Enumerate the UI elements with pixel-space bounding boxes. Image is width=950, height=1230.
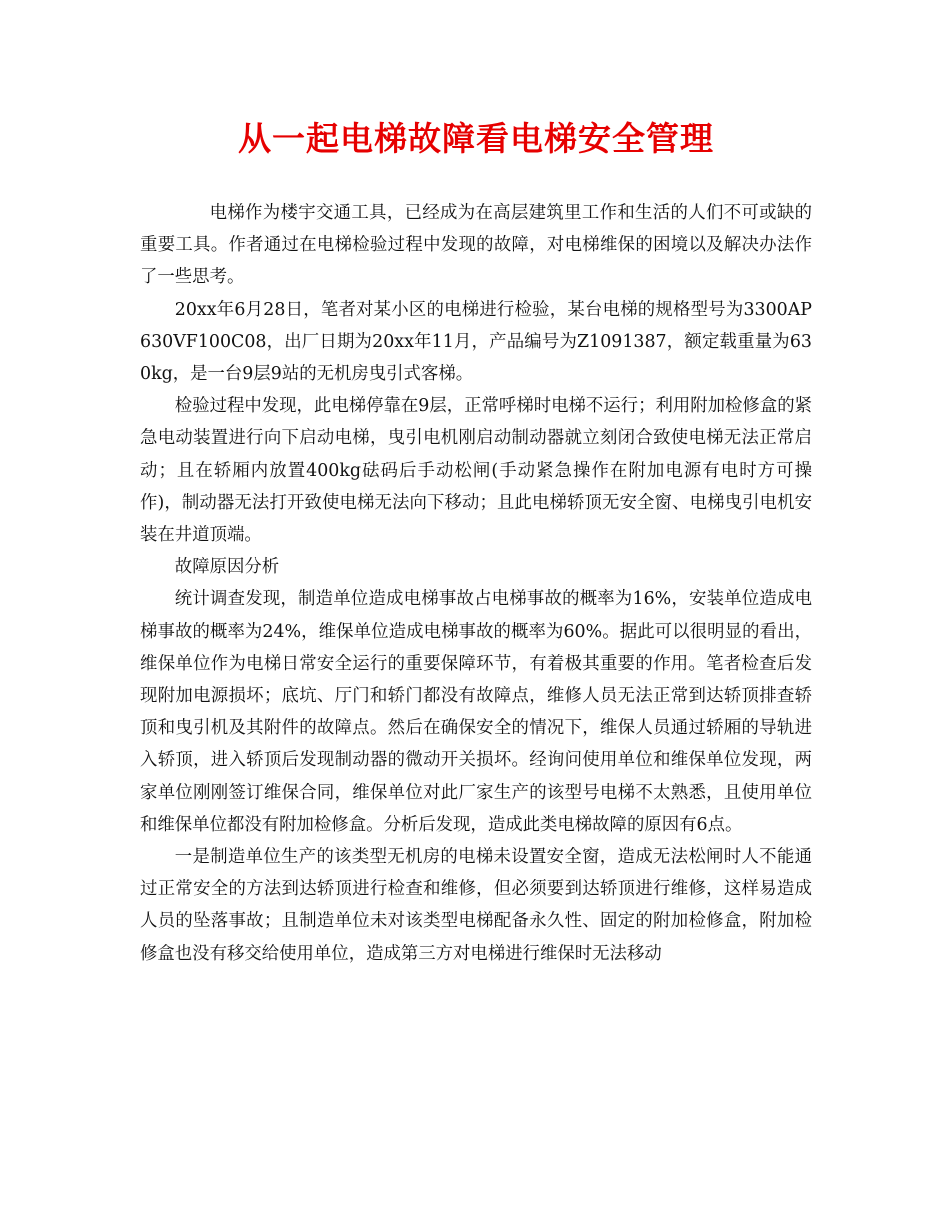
paragraph-cause-one: 一是制造单位生产的该类型无机房的电梯未设置安全窗，造成无法松闸时人不能通过正常安全的方法到达轿顶进行检查和维修，但必须要到达轿顶进行维修，这样易造成人员的坠落事故；且制造单位未对该类型电梯配备永久性、固定的附加检修盒，附加检修盒也没有移交给使用单位，造成第三方对电梯进行维保时无法移动 [140, 846, 812, 964]
document-title: 从一起电梯故障看电梯安全管理 [238, 119, 714, 158]
section-heading-fault-analysis: 故障原因分析 [174, 557, 280, 578]
document-page [140, 118, 812, 970]
paragraph-statistics: 统计调查发现，制造单位造成电梯事故占电梯事故的概率为16%，安装单位造成电梯事故的概率为24%，维保单位造成电梯事故的概率为60%。据此可以很明显的看出，维保单位作为电梯日常安全运行的重要保障环节，有着极其重要的作用。笔者检查后发现附加电源损坏；底坑、厅门和轿门都没有故障点，维修人员无法正常到达轿顶排查轿顶和曳引机及其附件的故障点。然后在确保安全的情况下，维保人员通过轿厢的导轨进入轿顶，进入轿顶后发现制动器的微动开关损坏。经询问使用单位和维保单位发现，两家单位刚刚签订维保合同，维保单位对此厂家生产的该型号电梯不太熟悉，且使用单位和维保单位都没有附加检修盒。分析后发现，造成此类电梯故障的原因有6点。 [140, 589, 812, 835]
paragraph-elevator-info: 20xx年6月28日，笔者对某小区的电梯进行检验，某台电梯的规格型号为3300AP630VF100C08，出厂日期为20xx年11月，产品编号为Z1091387，额定载重量为630kg，是一台9层9站的无机房曳引式客梯。 [140, 299, 812, 384]
paragraph-intro: 电梯作为楼宇交通工具，已经成为在高层建筑里工作和生活的人们不可或缺的重要工具。作者通过在电梯检验过程中发现的故障，对电梯维保的困境以及解决办法作了一些思考。 [140, 202, 812, 288]
paragraph-inspection-findings: 检验过程中发现，此电梯停靠在9层，正常呼梯时电梯不运行；利用附加检修盒的紧急电动装置进行向下启动电梯，曳引电机刚启动制动器就立刻闭合致使电梯无法正常启动；且在轿厢内放置400kg砝码后手动松闸(手动紧急操作在附加电源有电时方可操作)，制动器无法打开致使电梯无法向下移动；且此电梯轿顶无安全窗、电梯曳引电机安装在井道顶端。 [140, 396, 812, 545]
